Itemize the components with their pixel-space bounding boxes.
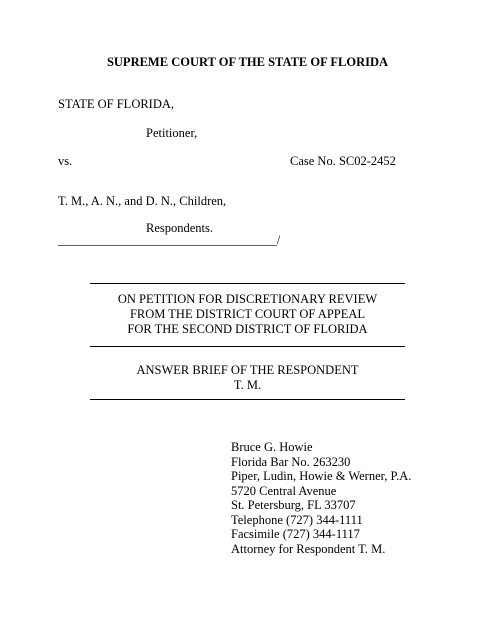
case-number: Case No. SC02-2452 <box>290 154 396 168</box>
petition-line: FROM THE DISTRICT COURT OF APPEAL <box>129 307 366 321</box>
petitioner-role: Petitioner, <box>146 126 198 140</box>
petition-block <box>90 292 405 337</box>
brief-title-line: T. M. <box>233 378 262 392</box>
divider <box>90 346 405 347</box>
brief-title-line: ANSWER BRIEF OF THE RESPONDENT <box>136 363 359 377</box>
petitioner-name: STATE OF FLORIDA, <box>58 97 175 111</box>
versus: vs. <box>58 154 73 168</box>
bar-number: Florida Bar No. 263230 <box>231 454 351 469</box>
law-firm: Piper, Ludin, Howie & Werner, P.A. <box>231 469 412 483</box>
brief-title <box>90 363 405 393</box>
divider <box>90 399 405 400</box>
divider <box>90 283 405 284</box>
telephone: Telephone (727) 344-1111 <box>231 512 363 527</box>
court-title: SUPREME COURT OF THE STATE OF FLORIDA <box>106 55 389 69</box>
respondents-names: T. M., A. N., and D. N., Children, <box>58 194 227 208</box>
respondents-role: Respondents. <box>146 221 214 235</box>
petition-line: ON PETITION FOR DISCRETIONARY REVIEW <box>117 292 378 306</box>
city-state-zip: St. Petersburg, FL 33707 <box>231 498 356 512</box>
street-address: 5720 Central Avenue <box>231 483 337 498</box>
petition-line: FOR THE SECOND DISTRICT OF FLORIDA <box>127 322 368 336</box>
caption-line: ___________________________________/ <box>58 233 281 247</box>
attorney-name: Bruce G. Howie <box>231 440 313 454</box>
attorney-signature-block <box>231 440 411 556</box>
attorney-for: Attorney for Respondent T. M. <box>231 541 386 556</box>
facsimile: Facsimile (727) 344-1117 <box>231 527 360 541</box>
